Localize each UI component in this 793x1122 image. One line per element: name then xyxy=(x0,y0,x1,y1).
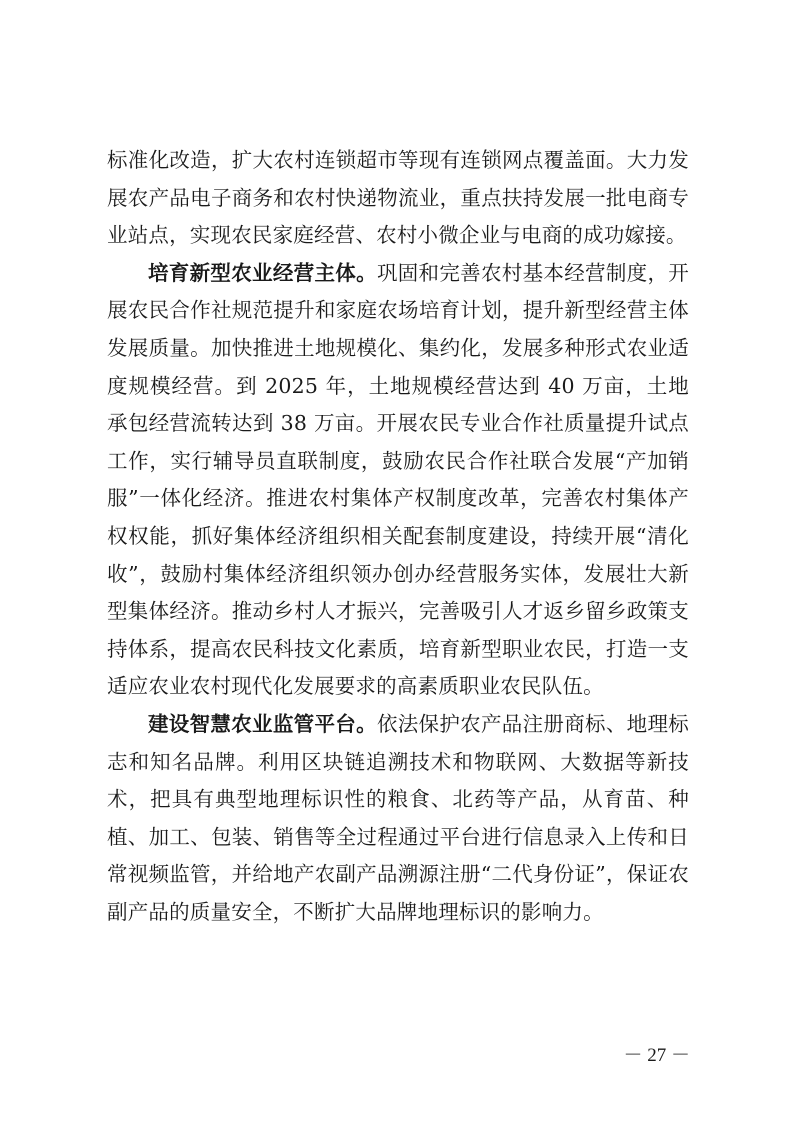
page-number: － 27 － xyxy=(623,1045,690,1066)
paragraph-heading: 培育新型农业经营主体。 xyxy=(148,260,377,285)
paragraph-continuation xyxy=(107,142,689,255)
paragraph-text: 巩固和完善农村基本经营制度，开展农民合作社规范提升和家庭农场培育计划，提升新型经营主体发展质量。加快推进土地规模化、集约化，发展多种形式农业适度规模经营。到 2025 年，土地规模经营达到 40 万亩，土地承包经营流转达到 38 万亩。开展农民专业合作社质量提升试点工作，实行辅导员直联制度，鼓励农民合作社联合发展“产加销服”一体化经济。推进农村集体产权制度改革，完善农村集体产权权能，抓好集体经济组织相关配套制度建设，持续开展“清化收”，鼓励村集体经济组织领办创办经营服务实体，发展壮大新型集体经济。推动乡村人才振兴，完善吸引人才返乡留乡政策支持体系，提高农民科技文化素质，培育新型职业农民，打造一支适应农业农村现代化发展要求的高素质职业农民队伍。 xyxy=(107,260,690,699)
paragraph-smart-agri-platform xyxy=(107,706,689,932)
paragraph-heading: 建设智慧农业监管平台。 xyxy=(148,711,377,736)
paragraph-text: 依法保护农产品注册商标、地理标志和知名品牌。利用区块链追溯技术和物联网、大数据等新技术，把具有典型地理标识性的粮食、北药等产品，从育苗、种植、加工、包装、销售等全过程通过平台进行信息录入上传和日常视频监管，并给地产农副产品溯源注册“二代身份证”，保证农副产品的质量安全，不断扩大品牌地理标识的影响力。 xyxy=(107,711,690,924)
body-text xyxy=(107,142,689,931)
paragraph-text: 标准化改造，扩大农村连锁超市等现有连锁网点覆盖面。大力发展农产品电子商务和农村快递物流业，重点扶持发展一批电商专业站点，实现农民家庭经营、农村小微企业与电商的成功嫁接。 xyxy=(107,148,689,248)
paragraph-new-agri-entities xyxy=(107,255,689,706)
